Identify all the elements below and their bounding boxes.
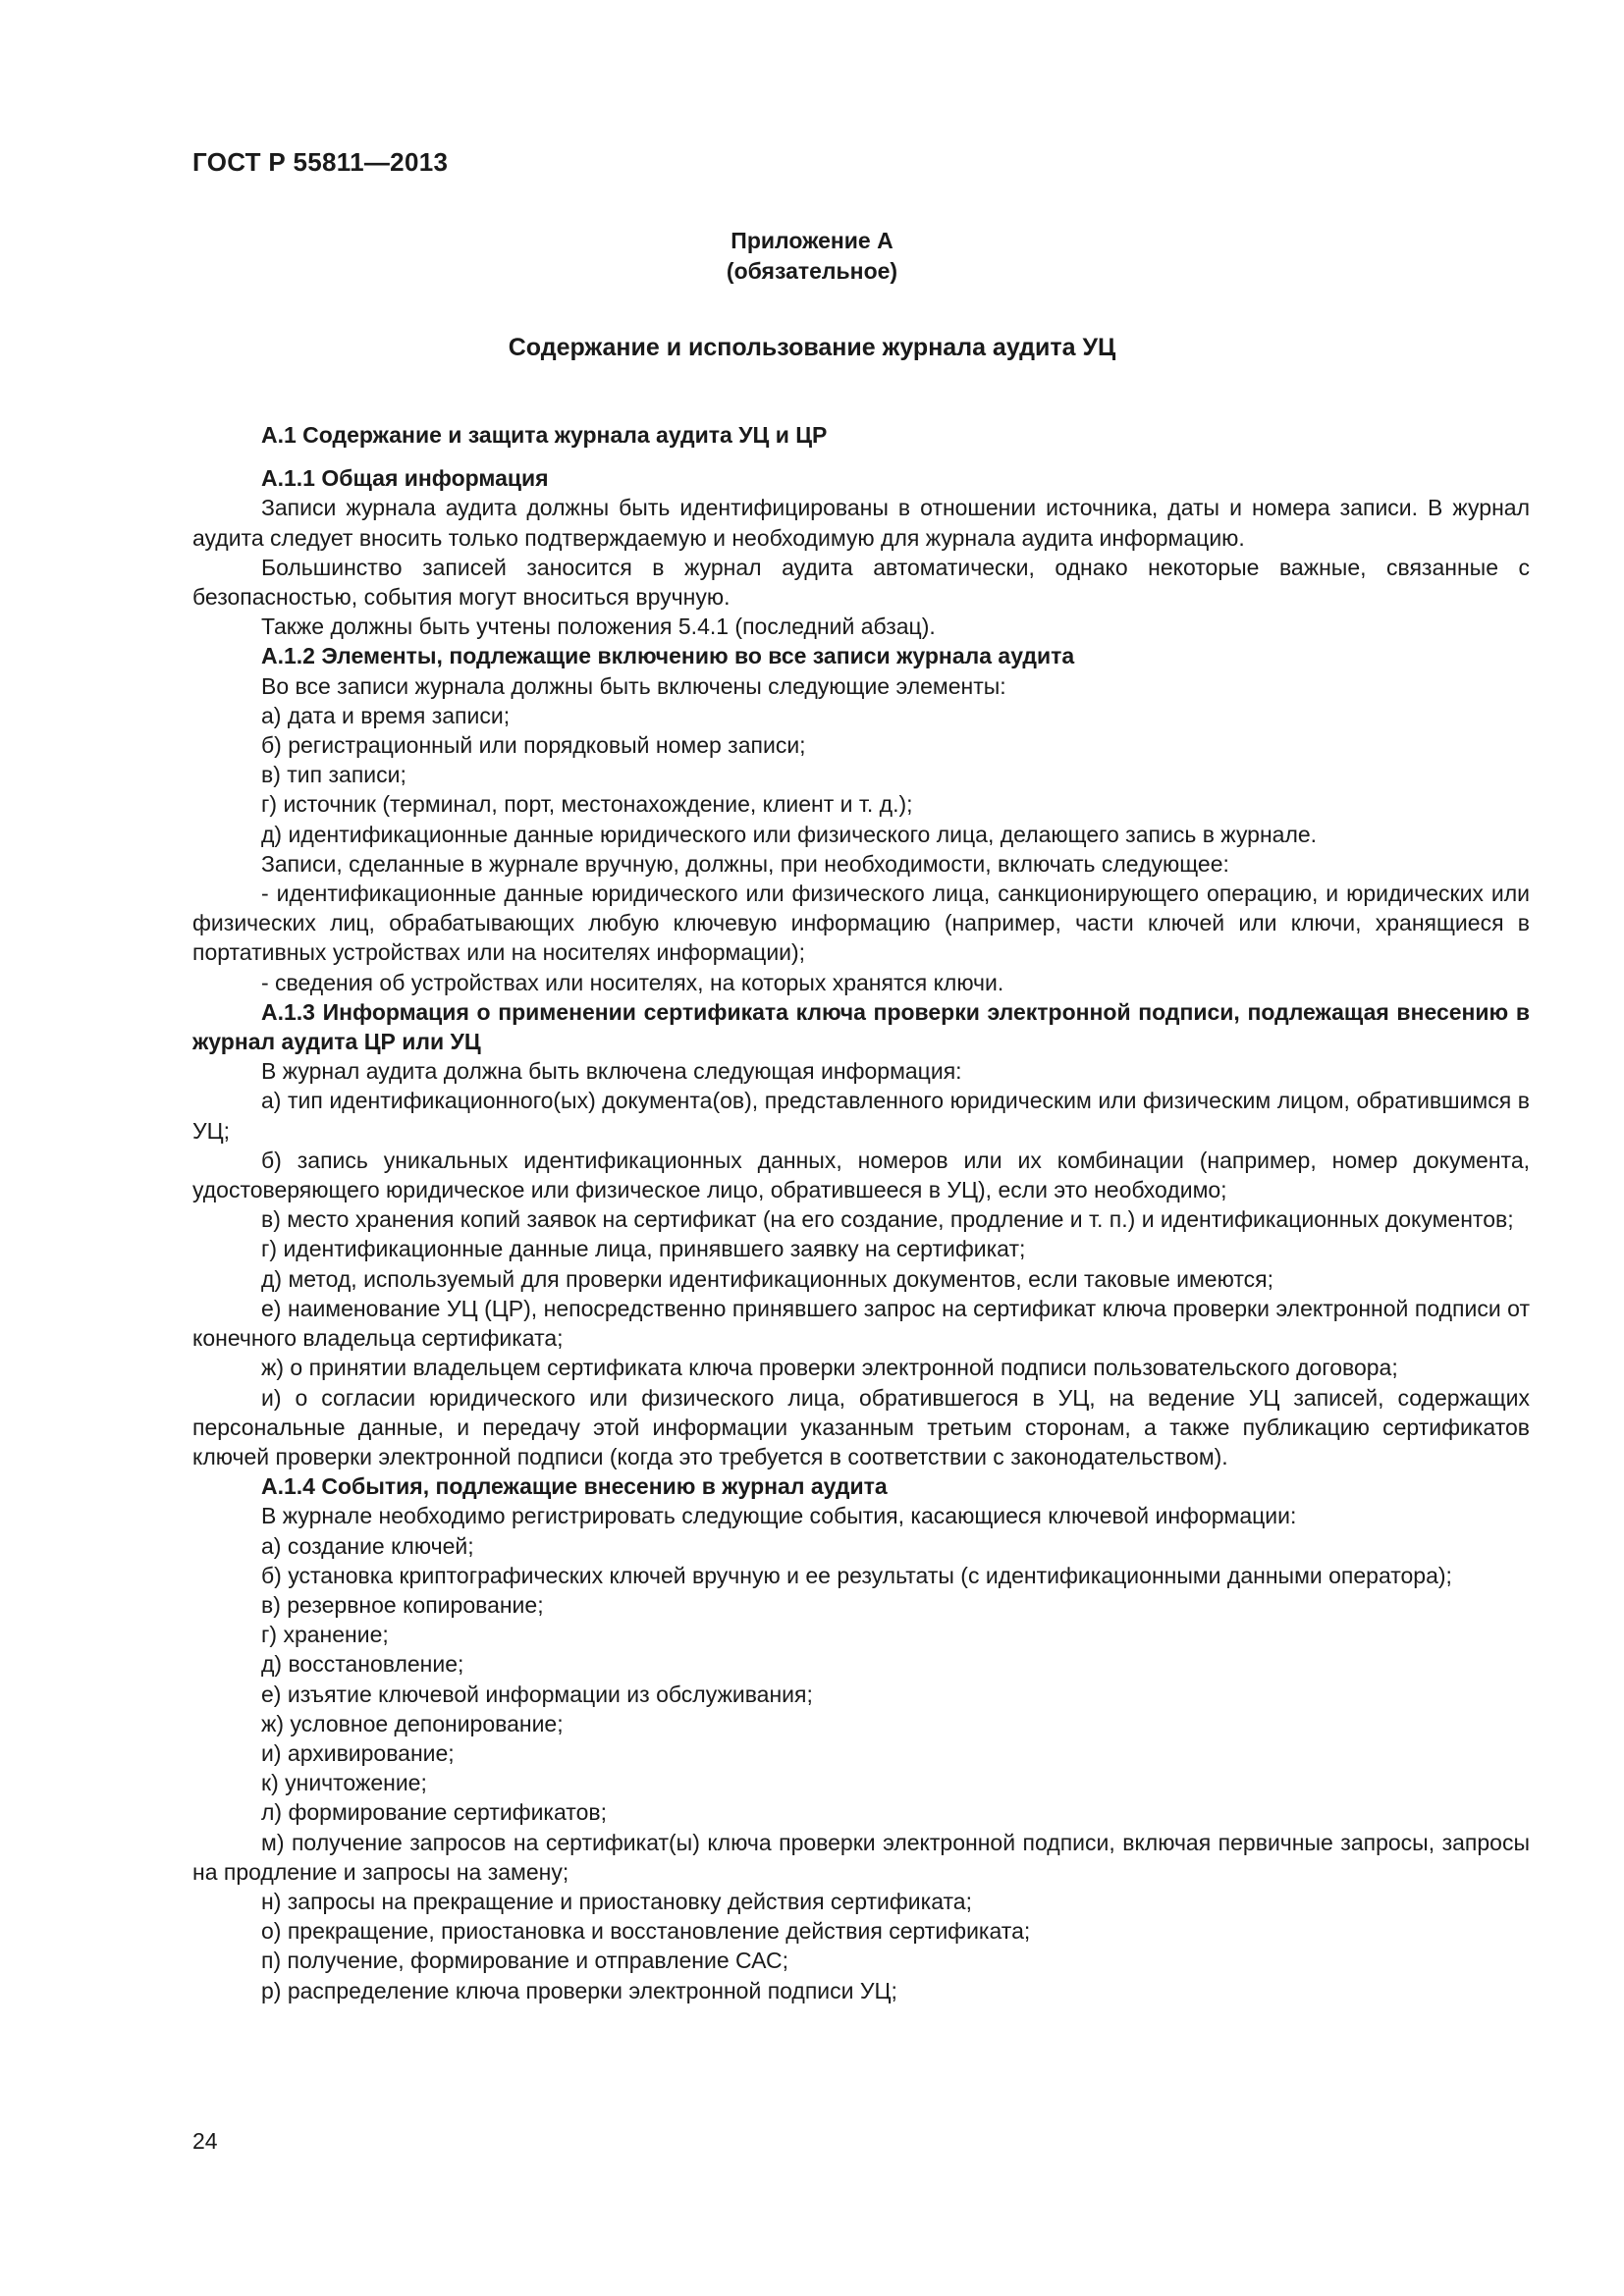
paragraph: Записи журнала аудита должны быть идентифицированы в отношении источника, даты и номера записи. В журнал аудита следует вносить только подтверждаемую и необходимую для журнала аудита информацию. xyxy=(192,495,1530,551)
list-item: б) запись уникальных идентификационных данных, номеров или их комбинации (например, номер документа, удостоверяющего юридическое или физическое лицо, обратившееся в УЦ), если это необходимо; xyxy=(192,1147,1530,1203)
list-item: г) хранение; xyxy=(261,1622,389,1648)
list-item: н) запросы на прекращение и приостановку действия сертификата; xyxy=(261,1888,972,1914)
paragraph: Записи, сделанные в журнале вручную, должны, при необходимости, включать следующее: xyxy=(261,850,1229,877)
list-item: и) о согласии юридического или физического лица, обратившегося в УЦ, на ведение УЦ записей, содержащих персональные данные, и передачу этой информации указанным третьим сторонам, а также публикацию сертификатов ключей проверки электронной подписи (когда это требуется в соответствии с законодательством). xyxy=(192,1384,1530,1469)
list-item: и) архивирование; xyxy=(261,1739,455,1766)
document-body xyxy=(192,420,1530,2005)
paragraph: - сведения об устройствах или носителях, на которых хранятся ключи. xyxy=(261,969,1004,995)
section-heading-a1-2: А.1.2 Элементы, подлежащие включению во все записи журнала аудита xyxy=(261,643,1075,669)
paragraph: - идентификационные данные юридического или физического лица, санкционирующего операцию, и юридических или физических лиц, обрабатывающих любую ключевую информацию (например, части ключей или ключи, хранящиеся в портативных устройствах или на носителях информации); xyxy=(192,881,1530,966)
document-code: ГОСТ Р 55811—2013 xyxy=(192,147,449,177)
list-item: р) распределение ключа проверки электронной подписи УЦ; xyxy=(261,1977,897,2003)
list-item: к) уничтожение; xyxy=(261,1770,427,1796)
list-item: а) дата и время записи; xyxy=(261,702,511,728)
list-item: в) резервное копирование; xyxy=(261,1591,544,1618)
list-item: в) тип записи; xyxy=(261,762,406,788)
list-item: б) регистрационный или порядковый номер записи; xyxy=(261,732,806,759)
list-item: е) наименование УЦ (ЦР), непосредственно принявшего запрос на сертификат ключа проверки электронной подписи от конечного владельца сертификата; xyxy=(192,1295,1530,1352)
list-item: ж) условное депонирование; xyxy=(261,1710,564,1736)
annex-heading: Содержание и использование журнала аудита УЦ xyxy=(508,334,1116,361)
list-item: г) источник (терминал, порт, местонахождение, клиент и т. д.); xyxy=(261,791,913,818)
section-heading-a1-4: А.1.4 События, подлежащие внесению в журнал аудита xyxy=(261,1473,888,1500)
list-item: б) установка криптографических ключей вручную и ее результаты (с идентификационными данными оператора); xyxy=(261,1562,1452,1588)
list-item: п) получение, формирование и отправление САС; xyxy=(261,1948,788,1974)
list-item: а) создание ключей; xyxy=(261,1532,474,1559)
paragraph: Также должны быть учтены положения 5.4.1 (последний абзац). xyxy=(261,614,936,640)
list-item: в) место хранения копий заявок на сертификат (на его создание, продление и т. п.) и идентификационных документов; xyxy=(261,1206,1514,1233)
paragraph: Большинство записей заносится в журнал аудита автоматически, однако некоторые важные, связанные с безопасностью, события могут вноситься вручную. xyxy=(192,554,1530,611)
section-heading-a1-3: А.1.3 Информация о применении сертификата ключа проверки электронной подписи, подлежащая внесению в журнал аудита ЦР или УЦ xyxy=(192,998,1530,1055)
list-item: ж) о принятии владельцем сертификата ключа проверки электронной подписи пользовательского договора; xyxy=(261,1355,1398,1381)
list-item: м) получение запросов на сертификат(ы) ключа проверки электронной подписи, включая первичные запросы, запросы на продление и запросы на замену; xyxy=(192,1829,1530,1885)
list-item: д) восстановление; xyxy=(261,1651,464,1678)
section-heading-a1-1: А.1.1 Общая информация xyxy=(261,465,549,492)
paragraph: В журнал аудита должна быть включена следующая информация: xyxy=(261,1058,962,1085)
list-item: д) идентификационные данные юридического или физического лица, делающего запись в журнале. xyxy=(261,821,1318,847)
list-item: о) прекращение, приостановка и восстановление действия сертификата; xyxy=(261,1918,1031,1945)
paragraph: Во все записи журнала должны быть включены следующие элементы: xyxy=(261,672,1006,699)
list-item: г) идентификационные данные лица, принявшего заявку на сертификат; xyxy=(261,1236,1026,1262)
paragraph: В журнале необходимо регистрировать следующие события, касающиеся ключевой информации: xyxy=(261,1503,1297,1529)
page-number: 24 xyxy=(192,2128,218,2154)
list-item: а) тип идентификационного(ых) документа(ов), представленного юридическим или физическим лицом, обратившимся в УЦ; xyxy=(192,1088,1530,1144)
list-item: д) метод, используемый для проверки идентификационных документов, если таковые имеются; xyxy=(261,1265,1273,1292)
list-item: л) формирование сертификатов; xyxy=(261,1799,607,1826)
section-heading-a1: А.1 Содержание и защита журнала аудита УЦ и ЦР xyxy=(261,422,828,448)
annex-status: (обязательное) xyxy=(726,258,898,284)
annex-title: Приложение А xyxy=(731,228,893,253)
list-item: е) изъятие ключевой информации из обслуживания; xyxy=(261,1681,813,1707)
